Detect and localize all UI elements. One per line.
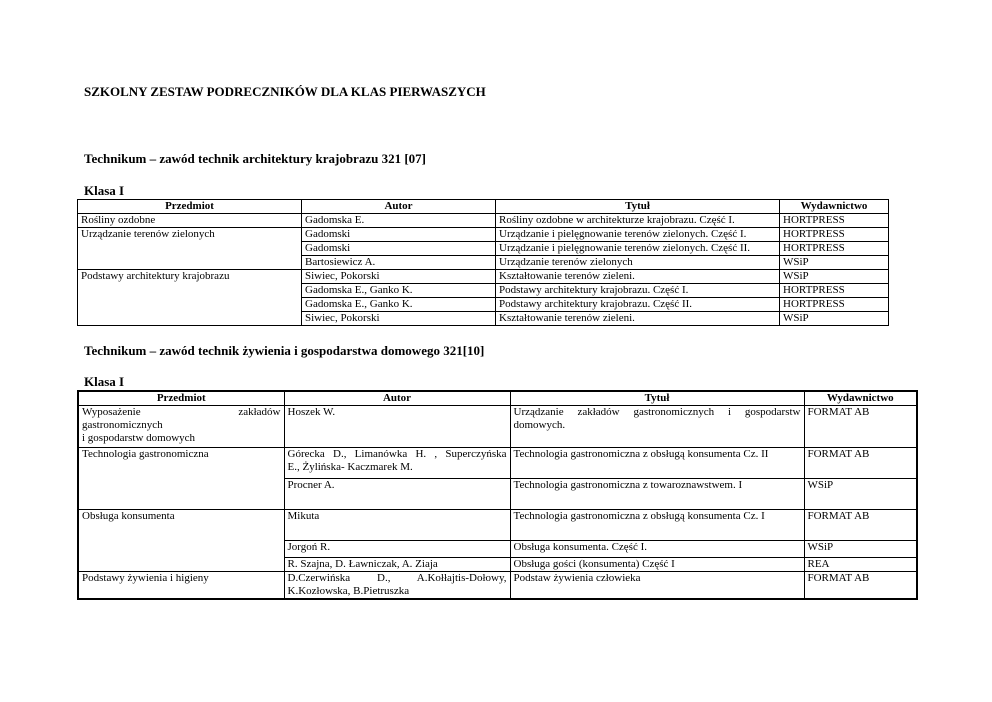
author-line: E., Żylińska- Kaczmarek M. [287, 461, 413, 473]
cell-publisher: HORTPRESS [780, 228, 889, 242]
cell-subject [78, 242, 302, 256]
author-line: Górecka D., Limanówka H. , Superczyńska [287, 448, 507, 460]
table-row [78, 312, 889, 326]
table-row [78, 558, 917, 572]
cell-title [510, 541, 804, 558]
subject-line: i gospodarstw domowych [82, 432, 196, 444]
cell-title: Kształtowanie terenów zieleni. [496, 312, 780, 326]
cell-publisher: WSiP [780, 270, 889, 284]
table-row [78, 510, 917, 541]
table-header-row [78, 200, 889, 214]
cell-publisher: WSiP [804, 479, 917, 510]
cell-author: Gadomski [302, 228, 496, 242]
cell-title [510, 572, 804, 600]
subject-line: Obsługa konsumenta [82, 510, 175, 522]
table-row [78, 298, 889, 312]
cell-publisher: WSiP [780, 312, 889, 326]
cell-title [510, 479, 804, 510]
table-row [78, 284, 889, 298]
cell-author [284, 572, 510, 600]
header-subject: Przedmiot [78, 391, 284, 406]
cell-author: Gadomska E., Ganko K. [302, 298, 496, 312]
cell-title: Kształtowanie terenów zieleni. [496, 270, 780, 284]
title-line: Technologia gastronomiczna z obsługą konsumenta Cz. II [513, 448, 769, 460]
header-subject: Przedmiot [78, 200, 302, 214]
header-title: Tytuł [496, 200, 780, 214]
author-line: Hoszek W. [287, 406, 336, 418]
cell-subject [78, 284, 302, 298]
cell-subject [78, 572, 284, 600]
cell-title: Urządzanie i pielęgnowanie terenów zielonych. Część II. [496, 242, 780, 256]
table-row [78, 479, 917, 510]
cell-author: Siwiec, Pokorski [302, 270, 496, 284]
table-header-row [78, 391, 917, 406]
section2-title: Technikum – zawód technik żywienia i gospodarstwa domowego 321[10] [84, 343, 485, 358]
cell-title: Podstawy architektury krajobrazu. Część II. [496, 298, 780, 312]
cell-subject [78, 406, 284, 448]
subject-line: Wyposażenie zakładów [82, 406, 281, 418]
cell-publisher: WSiP [780, 256, 889, 270]
table-row [78, 406, 917, 448]
cell-title: Urządzanie terenów zielonych [496, 256, 780, 270]
document-title: SZKOLNY ZESTAW PODRECZNIKÓW DLA KLAS PIERWASZYCH [84, 84, 486, 99]
header-title: Tytuł [510, 391, 804, 406]
title-line: Obsługa konsumenta. Część I. [513, 541, 647, 553]
cell-title [510, 448, 804, 479]
header-publisher: Wydawnictwo [804, 391, 917, 406]
cell-publisher: HORTPRESS [780, 298, 889, 312]
cell-publisher: HORTPRESS [780, 284, 889, 298]
cell-subject: Podstawy architektury krajobrazu [78, 270, 302, 284]
cell-subject [78, 541, 284, 558]
cell-title [510, 406, 804, 448]
title-line: Technologia gastronomiczna z obsługą konsumenta Cz. I [513, 510, 765, 522]
cell-title: Urządzanie i pielęgnowanie terenów zielonych. Część I. [496, 228, 780, 242]
cell-subject [78, 312, 302, 326]
subject-line: Technologia gastronomiczna [82, 448, 209, 460]
section2-table [77, 390, 918, 600]
cell-author: Bartosiewicz A. [302, 256, 496, 270]
cell-subject [78, 256, 302, 270]
header-publisher: Wydawnictwo [780, 200, 889, 214]
cell-author [284, 406, 510, 448]
table-row [78, 572, 917, 600]
table-row [78, 242, 889, 256]
subject-line: Podstawy żywienia i higieny [82, 572, 209, 584]
section1-table [77, 199, 889, 326]
cell-author: Siwiec, Pokorski [302, 312, 496, 326]
table-row [78, 256, 889, 270]
section2-class-label: Klasa I [84, 374, 125, 389]
cell-publisher: FORMAT AB [804, 572, 917, 600]
cell-subject [78, 558, 284, 572]
cell-title [510, 510, 804, 541]
title-line: Technologia gastronomiczna z towaroznawstwem. I [513, 479, 743, 491]
table-row [78, 270, 889, 284]
cell-author [284, 448, 510, 479]
cell-title: Rośliny ozdobne w architekturze krajobrazu. Część I. [496, 214, 780, 228]
author-line: Procner A. [287, 479, 335, 491]
author-line: Jorgoń R. [287, 541, 331, 553]
cell-author: Gadomski [302, 242, 496, 256]
cell-author [284, 558, 510, 572]
cell-subject [78, 510, 284, 541]
cell-subject [78, 479, 284, 510]
cell-publisher: HORTPRESS [780, 214, 889, 228]
cell-author [284, 479, 510, 510]
cell-author: Gadomska E., Ganko K. [302, 284, 496, 298]
table-row [78, 541, 917, 558]
subject-line: gastronomicznych [82, 419, 163, 431]
table-row [78, 214, 889, 228]
cell-publisher: FORMAT AB [804, 510, 917, 541]
cell-author [284, 541, 510, 558]
author-line: D.Czerwińska D., A.Kołłajtis-Dołowy, [287, 572, 507, 584]
table-row [78, 228, 889, 242]
cell-author: Gadomska E. [302, 214, 496, 228]
cell-publisher: FORMAT AB [804, 406, 917, 448]
author-line: R. Szajna, D. Ławniczak, A. Ziaja [287, 558, 438, 570]
cell-publisher: REA [804, 558, 917, 572]
author-line: K.Kozłowska, B.Pietruszka [287, 585, 410, 597]
author-line: Mikuta [287, 510, 320, 522]
cell-subject: Urządzanie terenów zielonych [78, 228, 302, 242]
cell-publisher: HORTPRESS [780, 242, 889, 256]
title-line: Urządzanie zakładów gastronomicznych i gospodarstw [513, 406, 801, 418]
header-author: Autor [284, 391, 510, 406]
cell-title [510, 558, 804, 572]
cell-subject [78, 298, 302, 312]
title-line: domowych. [513, 419, 566, 431]
cell-title: Podstawy architektury krajobrazu. Część I. [496, 284, 780, 298]
cell-publisher: FORMAT AB [804, 448, 917, 479]
cell-subject: Rośliny ozdobne [78, 214, 302, 228]
title-line: Podstaw żywienia człowieka [513, 572, 641, 584]
cell-publisher: WSiP [804, 541, 917, 558]
title-line: Obsługa gości (konsumenta) Część I [513, 558, 675, 570]
cell-subject [78, 448, 284, 479]
section1-title: Technikum – zawód technik architektury krajobrazu 321 [07] [84, 151, 426, 166]
cell-author [284, 510, 510, 541]
section1-class-label: Klasa I [84, 183, 125, 198]
table-row [78, 448, 917, 479]
header-author: Autor [302, 200, 496, 214]
